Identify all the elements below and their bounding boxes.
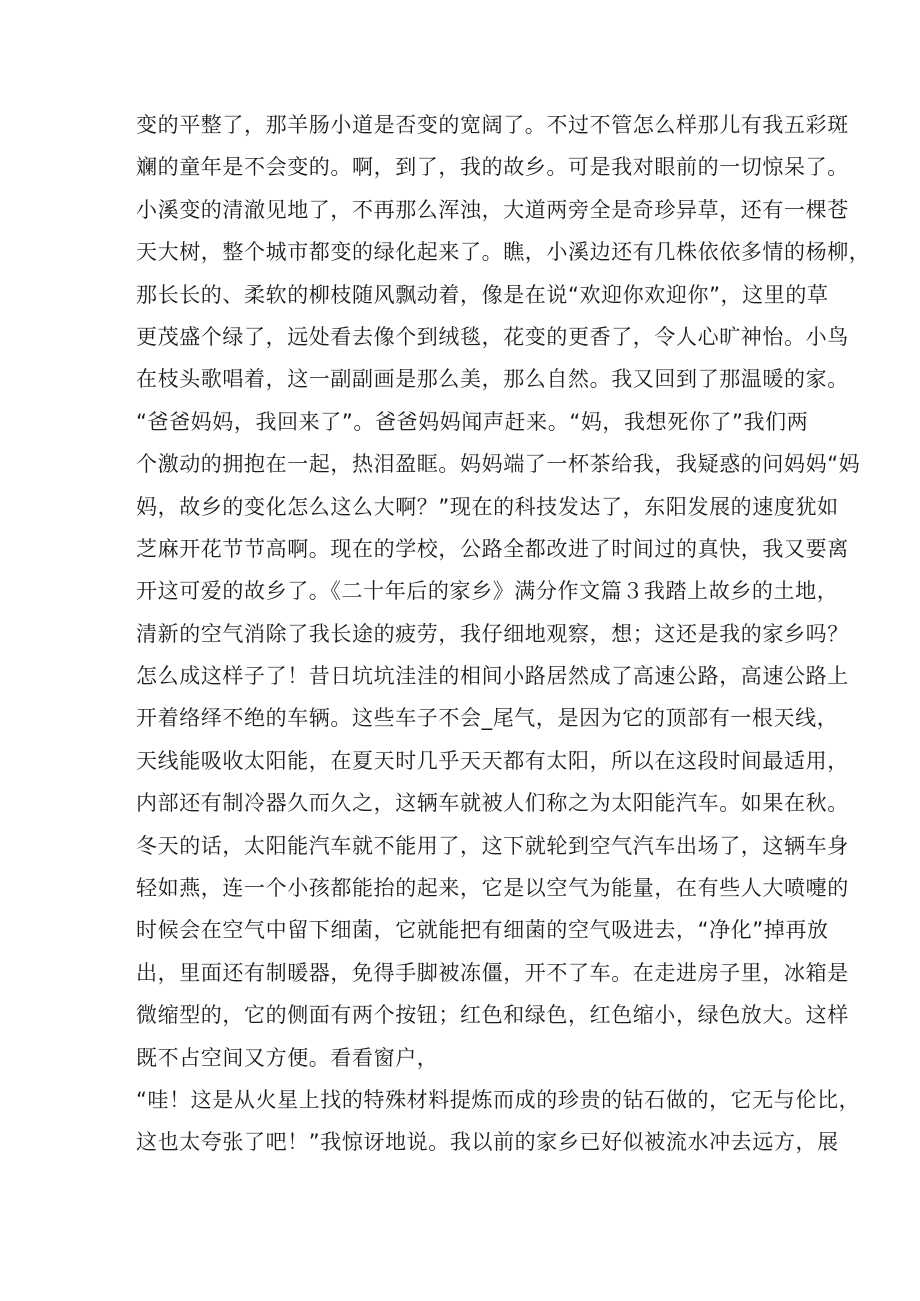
text-line: 在枝头歌唱着，这一副副画是那么美，那么自然。我又回到了那温暖的家。 [136,367,849,392]
text-line: 微缩型的，它的侧面有两个按钮；红色和绿色，红色缩小，绿色放大。这样 [136,1003,849,1028]
text-line: 天大树，整个城市都变的绿化起来了。瞧，小溪边还有几株依依多情的杨柳， [136,240,871,265]
text-line: 开着络绎不绝的车辆。这些车子不会_尾气，是因为它的顶部有一根天线， [136,706,839,731]
text-line: 芝麻开花节节高啊。现在的学校，公路全都改进了时间过的真快，我又要离 [136,536,849,561]
text-line: 天线能吸收太阳能，在夏天时几乎天天都有太阳，所以在这段时间最适用， [136,748,849,773]
text-line: 那长长的、柔软的柳枝随风飘动着，像是在说“欢迎你欢迎你”，这里的草 [136,282,829,307]
text-line: 既不占空间又方便。看看窗户， [136,1045,439,1070]
text-line: “哇！这是从火星上找的特殊材料提炼而成的珍贵的钻石做的，它无与伦比， [136,1087,861,1112]
text-line: 怎么成这样子了！昔日坑坑洼洼的相间小路居然成了高速公路，高速公路上 [136,664,849,689]
text-line: 开这可爱的故乡了。《二十年后的家乡》满分作文篇３我踏上故乡的土地， [136,579,839,604]
text-line: 小溪变的清澈见地了，不再那么浑浊，大道两旁全是奇珍异草，还有一棵苍 [136,197,849,222]
essay-body [136,104,871,1164]
text-line: 这也太夸张了吧！”我惊讶地说。我以前的家乡已好似被流水冲去远方，展 [136,1130,839,1155]
text-line: 个激动的拥抱在一起，热泪盈眶。妈妈端了一杯茶给我，我疑惑的问妈妈“妈 [136,452,861,477]
text-line: 斓的童年是不会变的。啊，到了，我的故乡。可是我对眼前的一切惊呆了。 [136,155,849,180]
text-line: “爸爸妈妈，我回来了”。爸爸妈妈闻声赶来。“妈，我想死你了”我们两 [136,409,809,434]
text-line: 更茂盛个绿了，远处看去像个到绒毯，花变的更香了，令人心旷神怡。小鸟 [136,324,849,349]
text-line: 轻如燕，连一个小孩都能抬的起来，它是以空气为能量，在有些人大喷嚏的 [136,876,849,901]
text-line: 时候会在空气中留下细菌，它就能把有细菌的空气吸进去，“净化”掉再放 [136,918,829,943]
text-line: 出，里面还有制暖器，免得手脚被冻僵，开不了车。在走进房子里，冰箱是 [136,960,849,985]
text-line: 冬天的话，太阳能汽车就不能用了，这下就轮到空气汽车出场了，这辆车身 [136,833,849,858]
text-line: 内部还有制冷器久而久之，这辆车就被人们称之为太阳能汽车。如果在秋。 [136,791,849,816]
text-line: 清新的空气消除了我长途的疲劳，我仔细地观察，想；这还是我的家乡吗？ [136,621,849,646]
text-line: 妈，故乡的变化怎么这么大啊？”现在的科技发达了，东阳发展的速度犹如 [136,494,839,519]
text-line: 变的平整了，那羊肠小道是否变的宽阔了。不过不管怎么样那儿有我五彩斑 [136,113,849,137]
